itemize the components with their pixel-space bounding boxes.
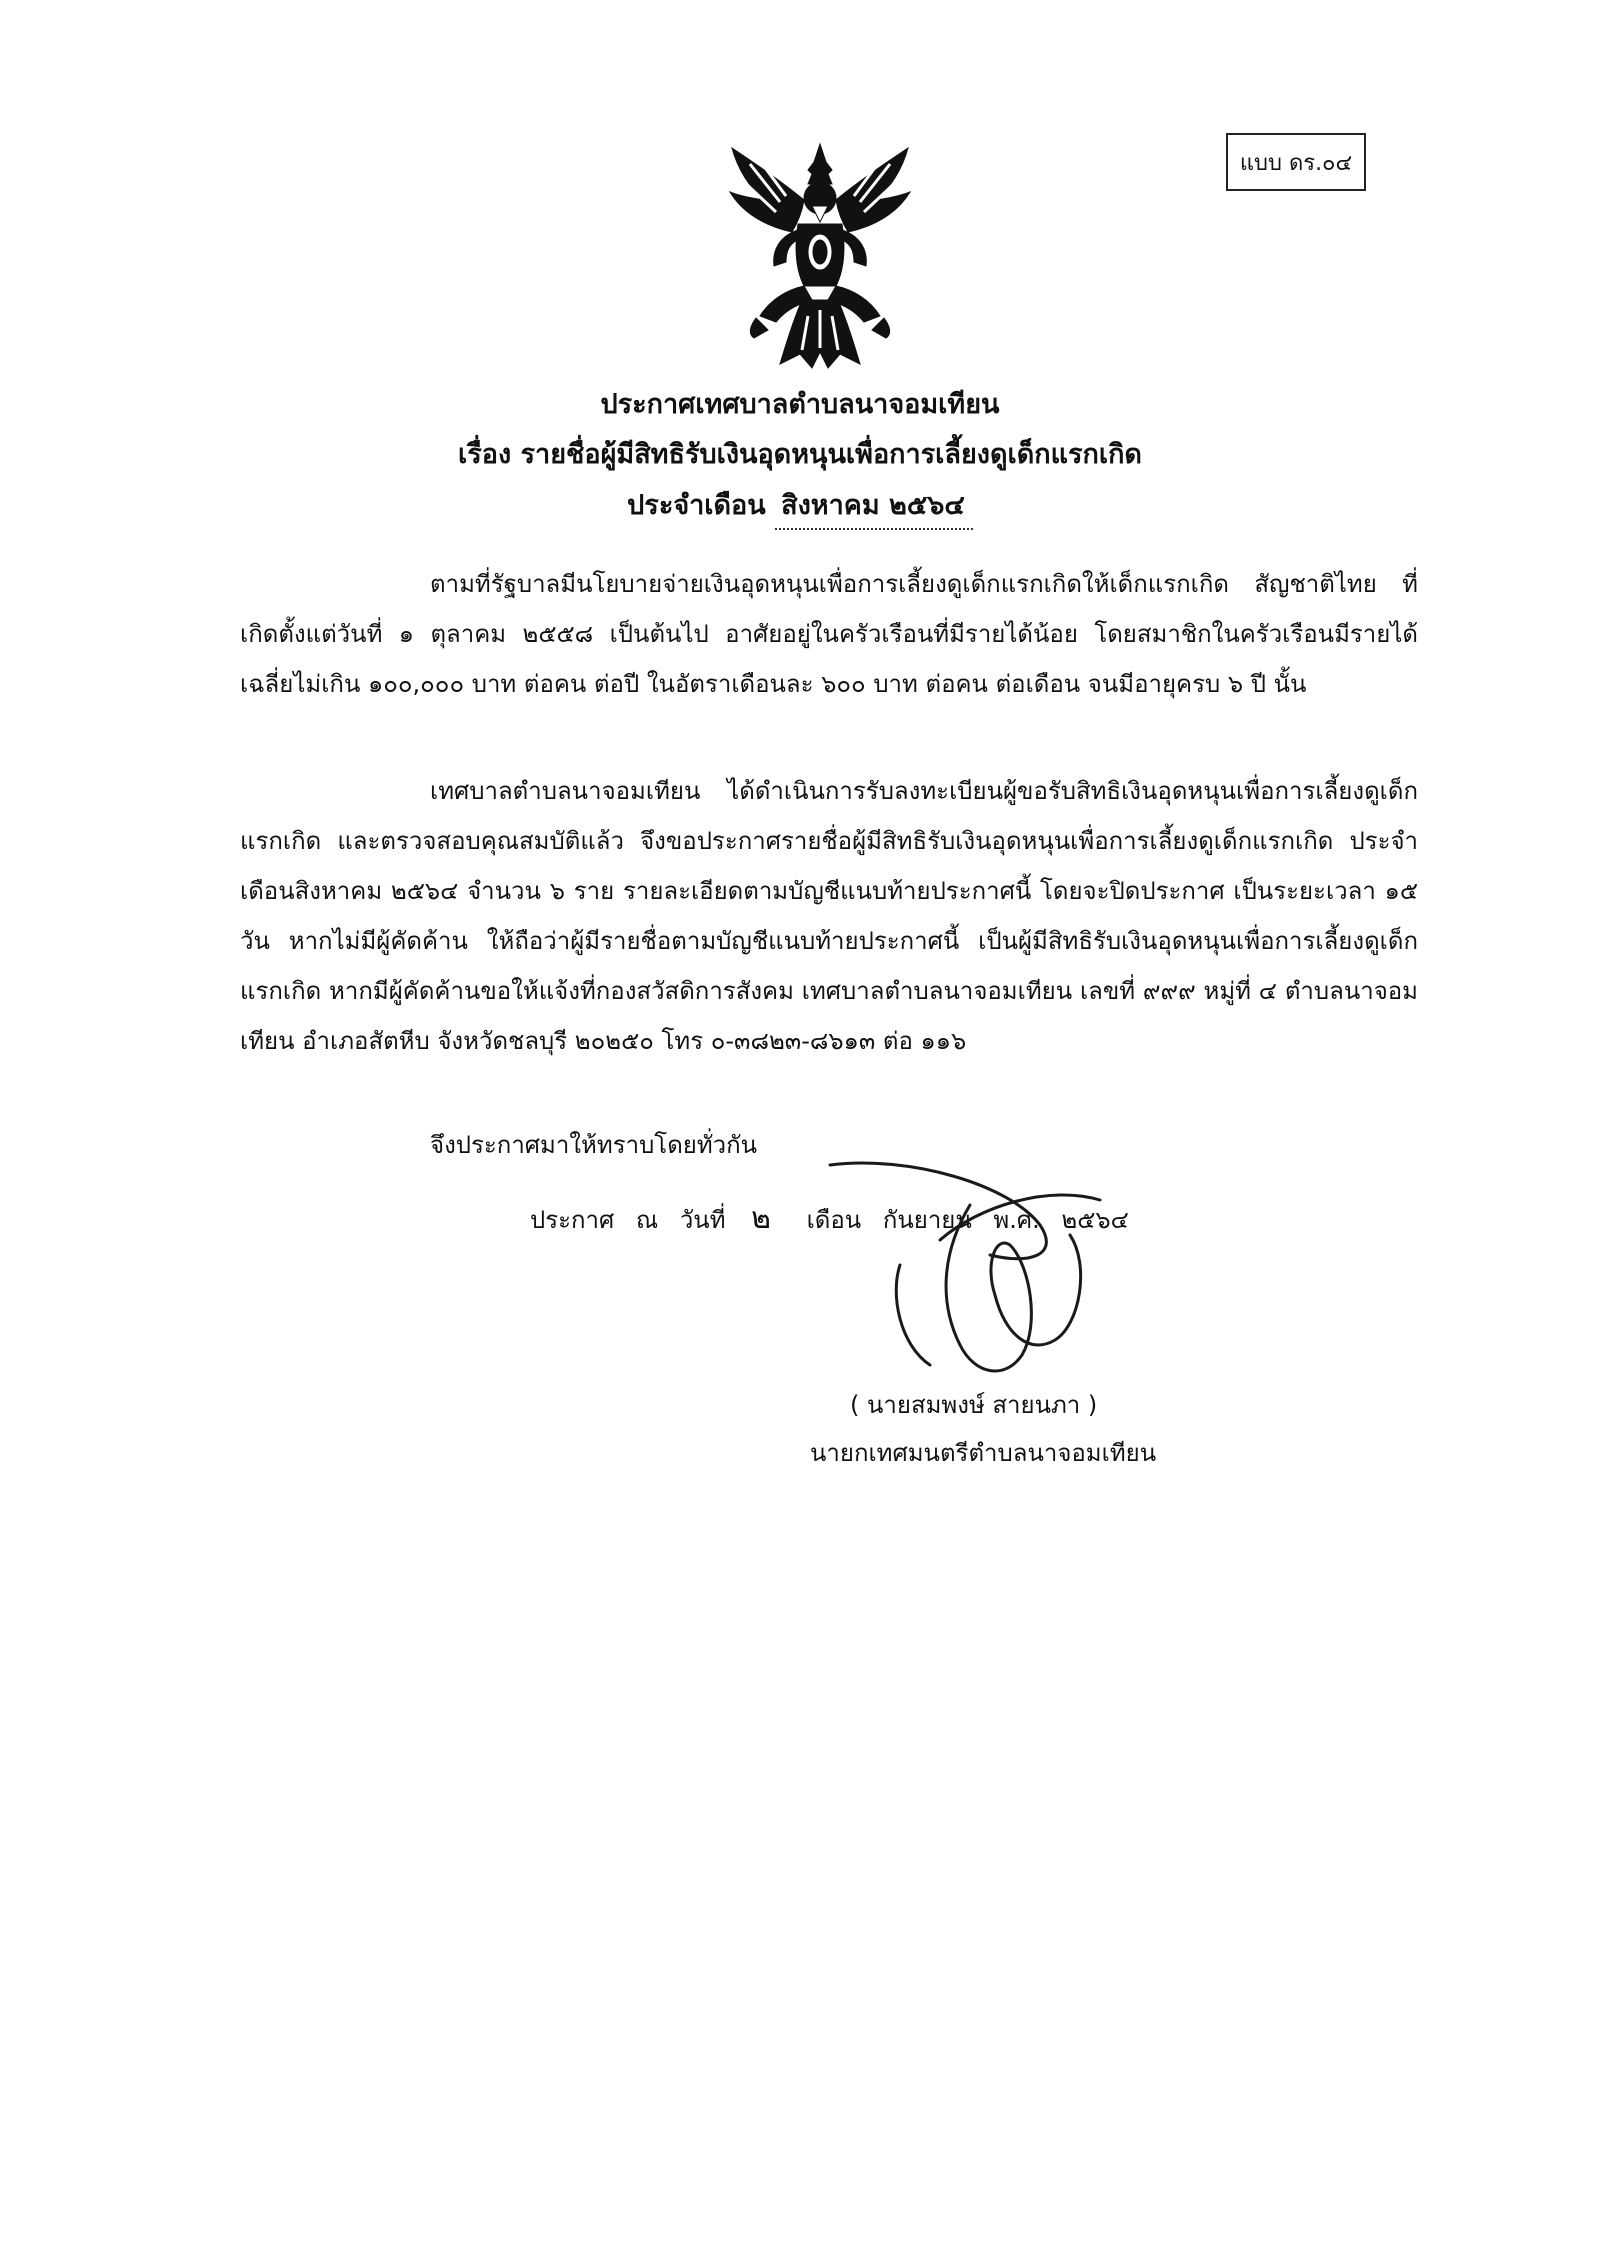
body-paragraph-1: ตามที่รัฐบาลมีนโยบายจ่ายเงินอุดหนุนเพื่อการเลี้ยงดูเด็กแรกเกิดให้เด็กแรกเกิด สัญชาติไทย ที่เกิดตั้งแต่วันที่ ๑ ตุลาคม ๒๕๕๘ เป็นต้นไป อาศัยอยู่ในครัวเรือนที่มีรายได้น้อย โดยสมาชิกในครัวเรือนมีรายได้เฉลี่ยไม่เกิน ๑๐๐,๐๐๐ บาท ต่อคน ต่อปี ในอัตราเดือนละ ๖๐๐ บาท ต่อคน ต่อเดือน จนมีอายุครบ ๖ ปี นั้น — [240, 570, 1418, 698]
month-value: กันยายน — [882, 1206, 972, 1234]
day-label: วันที่ — [679, 1206, 726, 1234]
year-label: พ.ศ. — [993, 1206, 1040, 1234]
month-label: เดือน — [806, 1206, 862, 1234]
signatory-title: นายกเทศมนตรีตำบลนาจอมเทียน — [810, 1439, 1157, 1467]
body-paragraph-2: เทศบาลตำบลนาจอมเทียน ได้ดำเนินการรับลงทะเบียนผู้ขอรับสิทธิเงินอุดหนุนเพื่อการเลี้ยงดูเด็กแรกเกิด และตรวจสอบคุณสมบัติแล้ว จึงขอประกาศรายชื่อผู้มีสิทธิรับเงินอุดหนุนเพื่อการเลี้ยงดูเด็กแรกเกิด ประจำเดือนสิงหาคม ๒๕๖๔ จำนวน ๖ ราย รายละเอียดตามบัญชีแนบท้ายประกาศนี้ โดยจะปิดประกาศ เป็นระยะเวลา ๑๕ วัน หากไม่มีผู้คัดค้าน ให้ถือว่าผู้มีรายชื่อตามบัญชีแนบท้ายประกาศนี้ เป็นผู้มีสิทธิรับเงินอุดหนุนเพื่อการเลี้ยงดูเด็กแรกเกิด หากมีผู้คัดค้านขอให้แจ้งที่กองสวัสดิการสังคม เทศบาลตำบลนาจอมเทียน เลขที่ ๙๙๙ หมู่ที่ ๔ ตำบลนาจอมเทียน อำเภอสัตหีบ จังหวัดชลบุรี ๒๐๒๕๐ โทร ๐-๓๘๒๓-๘๖๑๓ ต่อ ๑๑๖ — [240, 777, 1418, 1055]
period-label: ประจำเดือน — [627, 490, 766, 521]
garuda-emblem-icon — [720, 140, 920, 372]
announcement-period — [0, 483, 1600, 530]
form-code-box — [1226, 133, 1366, 191]
at-label: ณ — [635, 1206, 659, 1234]
year-value: ๒๕๖๔ — [1061, 1206, 1129, 1234]
announcement-subject: เรื่อง รายชื่อผู้มีสิทธิรับเงินอุดหนุนเพื่อการเลี้ยงดูเด็กแรกเกิด — [458, 439, 1142, 470]
signatory-name: ( นายสมพงษ์ สายนภา ) — [850, 1391, 1098, 1419]
period-month: สิงหาคม ๒๕๖๔ — [775, 483, 973, 530]
signature-icon — [790, 1145, 1120, 1395]
closing-statement: จึงประกาศมาให้ทราบโดยทั่วกัน — [430, 1131, 758, 1159]
form-code-label: แบบ ดร.๐๔ — [1239, 150, 1353, 176]
announcement-title: ประกาศเทศบาลตำบลนาจอมเทียน — [600, 389, 1000, 420]
announced-label: ประกาศ — [530, 1206, 615, 1234]
day-value: ๒ — [751, 1201, 771, 1236]
